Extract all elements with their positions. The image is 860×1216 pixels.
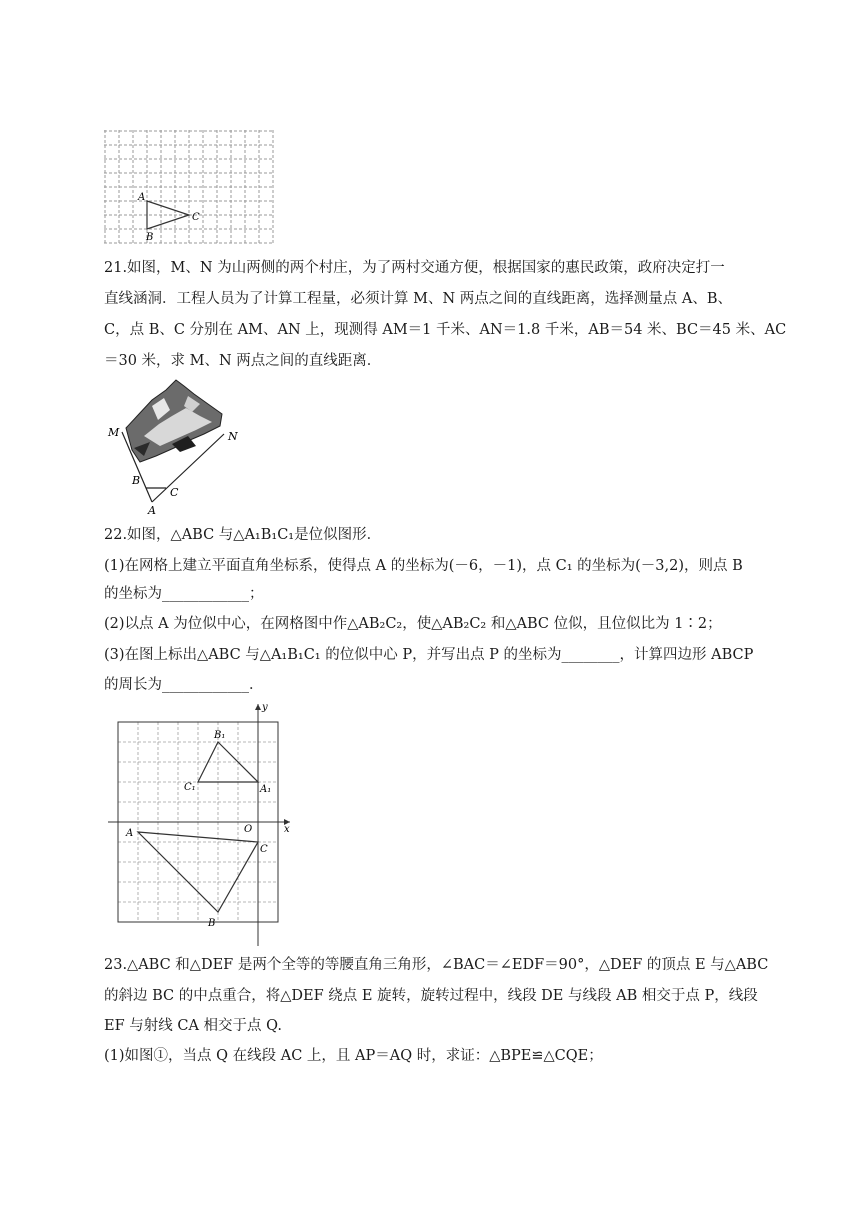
triangle-abc: [147, 201, 189, 229]
grid-lines: [104, 130, 274, 245]
label-a: A: [148, 504, 156, 516]
q22-line-5: (3)在图上标出△ABC 与△A₁B₁C₁ 的位似中心 P，并写出点 P 的坐标为________，计算四边形 ABCP: [104, 647, 754, 663]
label-b: B: [146, 232, 154, 243]
label-a1: A₁: [260, 784, 272, 795]
label-m: M: [108, 426, 120, 439]
grid-triangle-figure: [104, 130, 276, 246]
label-o: O: [244, 824, 253, 835]
label-n: N: [228, 430, 238, 443]
q22-line-6: 的周长为____________．: [104, 677, 264, 693]
label-b: B: [132, 474, 141, 487]
label-c1: C₁: [184, 782, 196, 793]
q23-line-2: 的斜边 BC 的中点重合，将△DEF 绕点 E 旋转，旋转过程中，线段 DE 与线段 AB 相交于点 P，线段: [104, 988, 758, 1004]
label-c: C: [260, 844, 268, 855]
label-y: y: [262, 702, 268, 713]
q21-line-2: 直线涵洞．工程人员为了计算工程量，必须计算 M、N 两点之间的直线距离，选择测量点 A、B、: [104, 291, 732, 307]
label-x: x: [284, 824, 290, 835]
coordinate-grid-figure: [104, 700, 304, 950]
q21-line-1: 21.如图，M、N 为山两侧的两个村庄，为了两村交通方便，根据国家的惠民政策，政府决定打一: [104, 260, 725, 276]
q21-line-4: ＝30 米，求 M、N 两点之间的直线距离．: [104, 353, 382, 369]
q23-line-3: EF 与射线 CA 相交于点 Q.: [104, 1018, 282, 1034]
q23-line-1: 23.△ABC 和△DEF 是两个全等的等腰直角三角形，∠BAC＝∠EDF＝90°，△DEF 的顶点 E 与△ABC: [104, 957, 769, 973]
q21-line-3: C，点 B、C 分别在 AM、AN 上，现测得 AM＝1 千米、AN＝1.8 千米，AB＝54 米、BC＝45 米、AC: [104, 322, 787, 338]
q22-line-3: 的坐标为____________；: [104, 586, 264, 602]
q22-line-1: 22.如图，△ABC 与△A₁B₁C₁是位似图形．: [104, 527, 382, 543]
q22-line-4: (2)以点 A 为位似中心，在网格图中作△AB₂C₂，使△AB₂C₂ 和△ABC 位似，且位似比为 1∶2；: [104, 616, 722, 632]
label-b1: B₁: [214, 730, 226, 741]
mountain-figure: [104, 376, 244, 516]
label-a: A: [126, 828, 134, 839]
label-b: B: [208, 918, 216, 929]
q22-line-2: (1)在网格上建立平面直角坐标系，使得点 A 的坐标为(－6，－1)，点 C₁ 的坐标为(－3,2)，则点 B: [104, 558, 743, 574]
label-c: C: [192, 212, 200, 223]
label-a: A: [138, 192, 146, 203]
label-c: C: [170, 486, 179, 499]
q23-line-4: (1)如图①，当点 Q 在线段 AC 上，且 AP＝AQ 时，求证：△BPE≌△CQE；: [104, 1048, 603, 1064]
